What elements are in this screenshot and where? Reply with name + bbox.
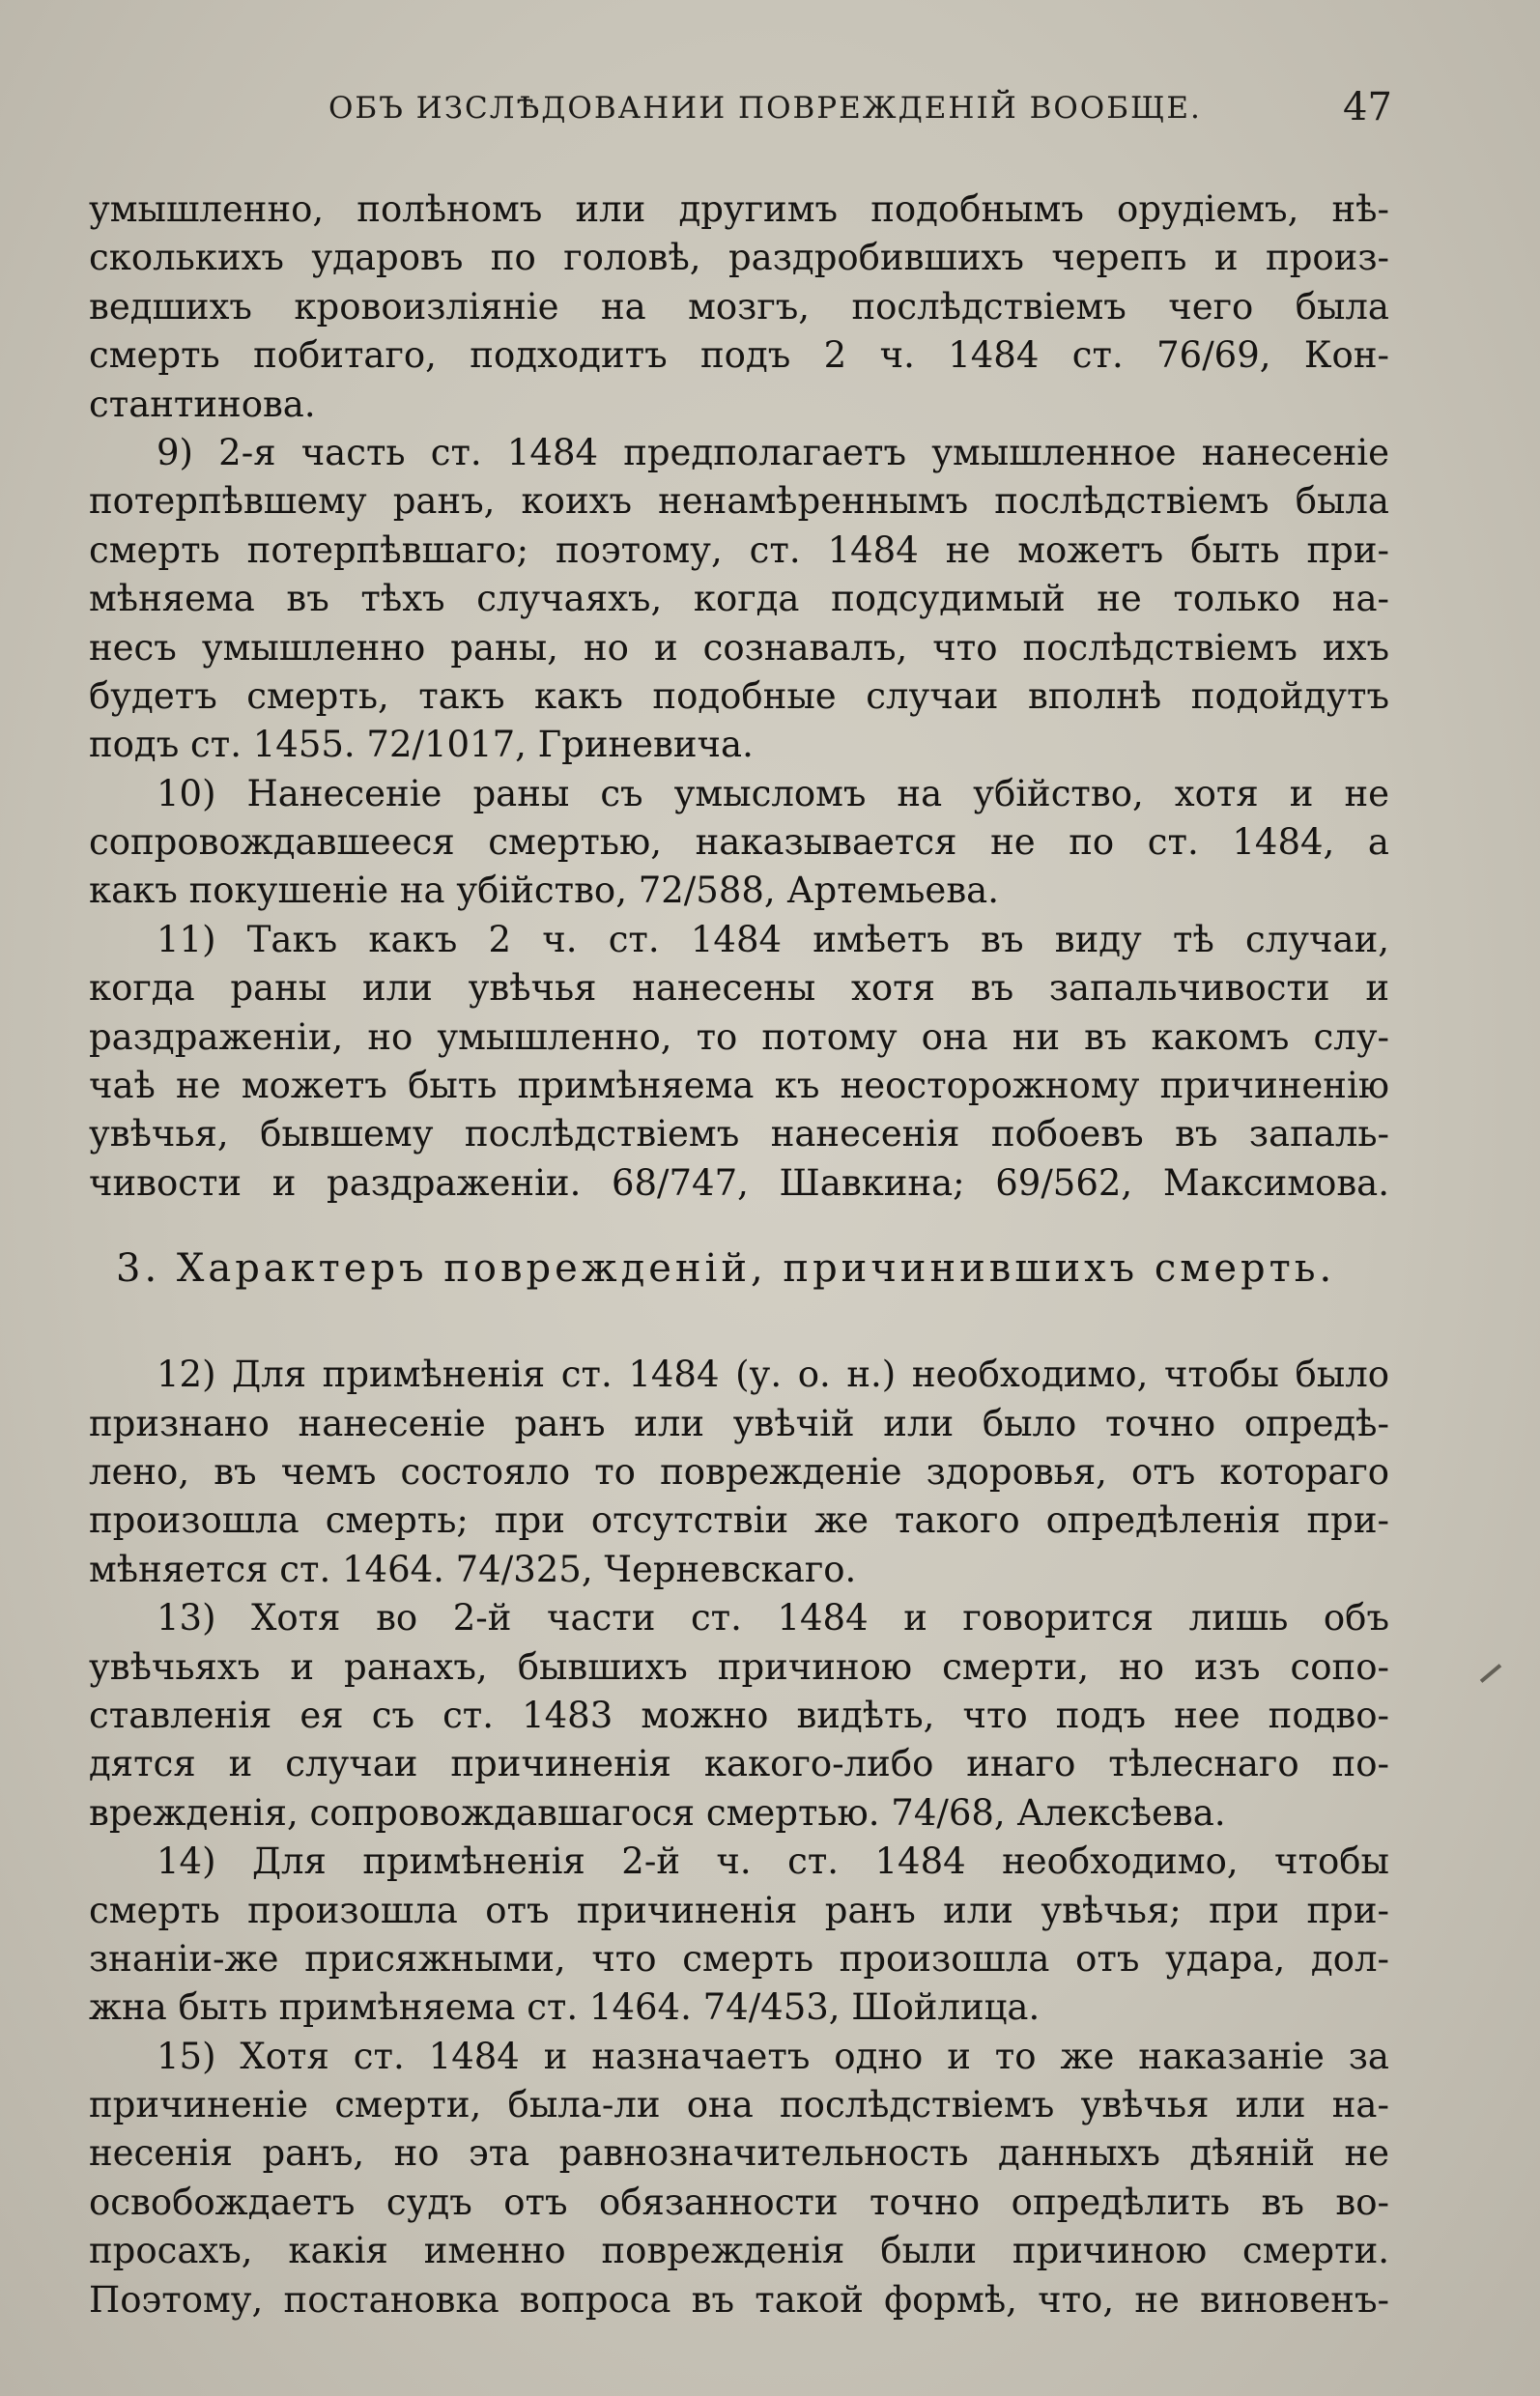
text-line: смерть побитаго, подходитъ подъ 2 ч. 1484 ст. 76/69, Кон- bbox=[89, 334, 1389, 377]
text-line: мѣняется ст. 1464. 74/325, Черневскаго. bbox=[89, 1548, 857, 1590]
paragraph-9 bbox=[89, 429, 1389, 770]
text-line: 9) 2-я часть ст. 1484 предполагаетъ умышленное нанесеніе bbox=[157, 431, 1389, 473]
text-line: просахъ, какія именно поврежденія были причиною смерти. bbox=[89, 2230, 1389, 2272]
text-line: 13) Хотя во 2-й части ст. 1484 и говорится лишь объ bbox=[157, 1597, 1389, 1640]
text-line: произошла смерть; при отсутствіи же такого опредѣленія при- bbox=[89, 1499, 1389, 1542]
text-line: причиненіе смерти, была-ли она послѣдствіемъ увѣчья или на- bbox=[89, 2084, 1389, 2126]
section-heading: 3. Характеръ поврежденій, причинившихъ смерть. bbox=[116, 1246, 1336, 1292]
text-line: мѣняема въ тѣхъ случаяхъ, когда подсудимый не только на- bbox=[89, 578, 1389, 620]
text-line: будетъ смерть, такъ какъ подобные случаи вполнѣ подойдутъ bbox=[89, 674, 1389, 717]
text-line: когда раны или увѣчья нанесены хотя въ запальчивости и bbox=[89, 967, 1389, 1010]
paragraph-10 bbox=[89, 770, 1389, 916]
text-line: сколькихъ ударовъ по головѣ, раздробившихъ черепъ и произ- bbox=[89, 237, 1389, 279]
text-line: чивости и раздраженіи. 68/747, Шавкина; 69/562, Максимова. bbox=[89, 1161, 1389, 1204]
text-line: умышленно, полѣномъ или другимъ подобнымъ орудіемъ, нѣ- bbox=[89, 188, 1389, 230]
text-line: потерпѣвшему ранъ, коихъ ненамѣреннымъ послѣдствіемъ была bbox=[89, 480, 1389, 523]
page-number: 47 bbox=[1343, 85, 1392, 129]
text-line: Поэтому, постановка вопроса въ такой формѣ, что, не виновенъ- bbox=[89, 2278, 1389, 2321]
paragraph-11 bbox=[89, 916, 1389, 1208]
running-head: ОБЪ ИЗСЛѢДОВАНИИ ПОВРЕЖДЕНІЙ ВООБЩЕ. bbox=[328, 91, 1202, 126]
text-line: врежденія, сопровождавшагося смертью. 74/68, Алексѣева. bbox=[89, 1791, 1226, 1834]
text-line: стантинова. bbox=[89, 383, 316, 425]
text-line: дятся и случаи причиненія какого-либо инаго тѣлеснаго по- bbox=[89, 1743, 1389, 1785]
text-line: признано нанесеніе ранъ или увѣчій или было точно опредѣ- bbox=[89, 1402, 1389, 1444]
text-line: какъ покушеніе на убійство, 72/588, Артемьева. bbox=[89, 870, 999, 912]
ink-mark bbox=[1480, 1664, 1501, 1683]
text-line: раздраженіи, но умышленно, то потому она ни въ какомъ слу- bbox=[89, 1015, 1389, 1058]
text-line: несенія ранъ, но эта равнозначительность данныхъ дѣяній не bbox=[89, 2132, 1389, 2175]
text-line: ставленія ея съ ст. 1483 можно видѣть, что подъ нее подво- bbox=[89, 1694, 1389, 1736]
text-line: увѣчья, бывшему послѣдствіемъ нанесенія побоевъ въ запаль- bbox=[89, 1113, 1389, 1155]
text-line: 10) Нанесеніе раны съ умысломъ на убійство, хотя и не bbox=[157, 772, 1389, 814]
text-line: 11) Такъ какъ 2 ч. ст. 1484 имѣетъ въ виду тѣ случаи, bbox=[157, 918, 1389, 960]
paragraph-continuation bbox=[89, 185, 1389, 429]
text-line: освобождаетъ судъ отъ обязанности точно опредѣлить въ во- bbox=[89, 2181, 1389, 2223]
paragraph-15 bbox=[89, 2033, 1389, 2325]
text-line: сопровождавшееся смертью, наказывается не по ст. 1484, а bbox=[89, 821, 1389, 864]
text-line: 14) Для примѣненія 2-й ч. ст. 1484 необходимо, чтобы bbox=[157, 1840, 1389, 1883]
text-line: лено, въ чемъ состояло то поврежденіе здоровья, отъ котораго bbox=[89, 1450, 1389, 1493]
text-line: 15) Хотя ст. 1484 и назначаетъ одно и то же наказаніе за bbox=[157, 2035, 1389, 2077]
paragraph-13 bbox=[89, 1594, 1389, 1838]
text-line: знаніи-же присяжными, что смерть произошла отъ удара, дол- bbox=[89, 1937, 1389, 1980]
body-text bbox=[89, 185, 1389, 2325]
text-line: 12) Для примѣненія ст. 1484 (у. о. н.) необходимо, чтобы было bbox=[157, 1354, 1389, 1396]
text-line: смерть произошла отъ причиненія ранъ или увѣчья; при при- bbox=[89, 1889, 1389, 1931]
paragraph-14 bbox=[89, 1838, 1389, 2033]
text-line: чаѣ не можетъ быть примѣняема къ неосторожному причиненію bbox=[89, 1065, 1389, 1107]
text-line: несъ умышленно раны, но и сознавалъ, что послѣдствіемъ ихъ bbox=[89, 626, 1389, 669]
text-line: ведшихъ кровоизліяніе на мозгъ, послѣдствіемъ чего была bbox=[89, 285, 1389, 328]
text-line: жна быть примѣняема ст. 1464. 74/453, Шойлица. bbox=[89, 1986, 1041, 2029]
text-line: смерть потерпѣвшаго; поэтому, ст. 1484 не можетъ быть при- bbox=[89, 528, 1389, 571]
text-line: увѣчьяхъ и ранахъ, бывшихъ причиною смерти, но изъ сопо- bbox=[89, 1645, 1389, 1688]
paragraph-12 bbox=[89, 1351, 1389, 1594]
text-line: подъ ст. 1455. 72/1017, Гриневича. bbox=[89, 724, 754, 766]
